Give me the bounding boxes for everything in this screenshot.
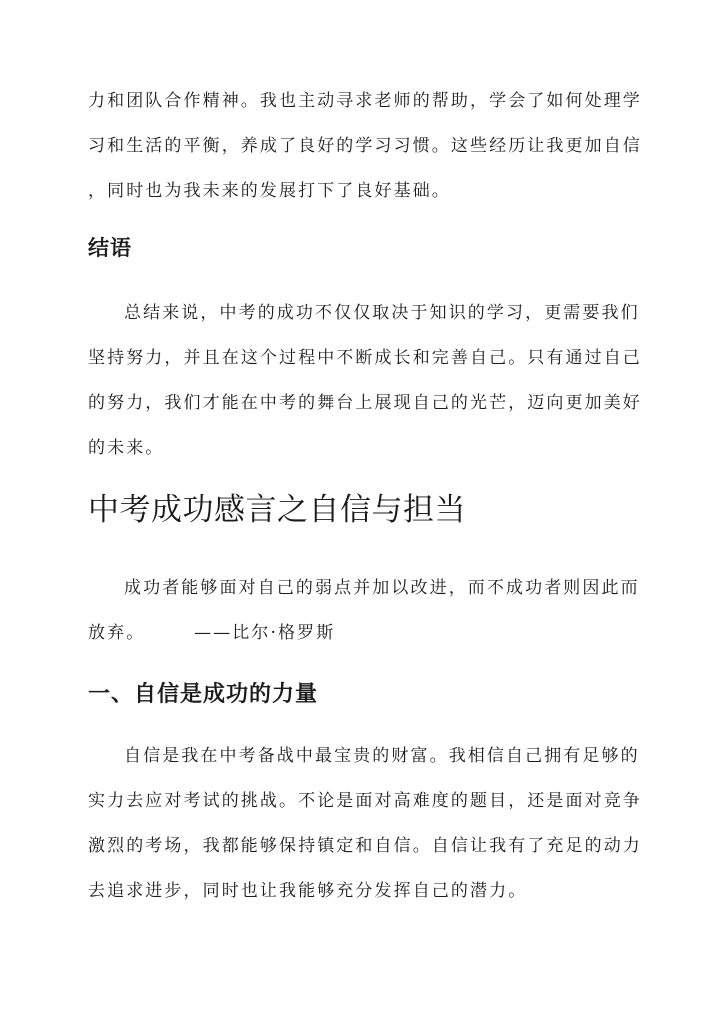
conclusion-line: 坚持努力，并且在这个过程中不断成长和完善自己。只有通过自己 <box>88 348 642 368</box>
quote-line: 放弃。 ——比尔·格罗斯 <box>88 623 336 643</box>
section1-line: 去追求进步，同时也让我能够充分发挥自己的潜力。 <box>88 881 528 901</box>
section1-line: 实力去应对考试的挑战。不论是面对高难度的题目，还是面对竞争 <box>88 791 642 811</box>
conclusion-heading: 结语 <box>88 235 132 260</box>
intro-line: 力和团队合作精神。我也主动寻求老师的帮助，学会了如何处理学 <box>88 91 642 111</box>
section1-line: 自信是我在中考备战中最宝贵的财富。我相信自己拥有足够的 <box>124 746 640 766</box>
quote-line: 成功者能够面对自己的弱点并加以改进，而不成功者则因此而 <box>124 578 640 598</box>
conclusion-line: 总结来说，中考的成功不仅仅取决于知识的学习，更需要我们 <box>124 303 640 323</box>
intro-line: 习和生活的平衡，养成了良好的学习习惯。这些经历让我更加自信 <box>88 136 642 156</box>
article-title: 中考成功感言之自信与担当 <box>88 492 466 528</box>
section1-line: 激烈的考场，我都能够保持镇定和自信。自信让我有了充足的动力 <box>88 836 642 856</box>
section-heading: 一、自信是成功的力量 <box>88 681 319 707</box>
conclusion-line: 的未来。 <box>88 438 165 458</box>
intro-line: ，同时也为我未来的发展打下了良好基础。 <box>88 181 451 201</box>
conclusion-line: 的努力，我们才能在中考的舞台上展现自己的光芒，迈向更加美好 <box>88 393 642 413</box>
